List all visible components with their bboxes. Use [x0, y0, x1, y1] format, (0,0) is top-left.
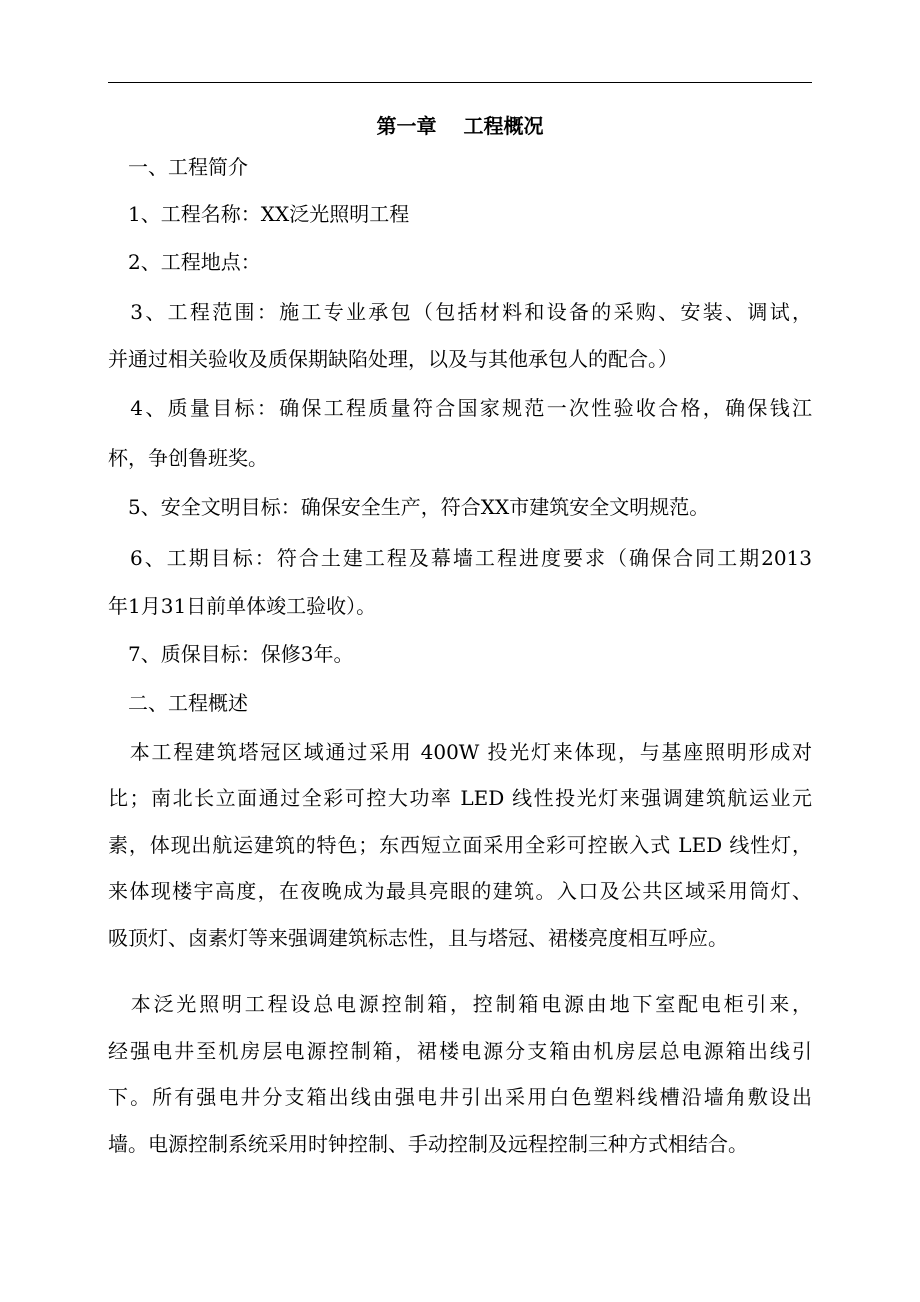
item-safety: 5、安全文明目标：确保安全生产，符合XX市建筑安全文明规范。 — [108, 495, 710, 519]
overview-paragraph-2-line-2: 经强电井至机房层电源控制箱，裙楼电源分支箱由机房层总电源箱出线引 — [108, 1039, 812, 1063]
overview-paragraph-2-line-1: 本泛光照明工程设总电源控制箱，控制箱电源由地下室配电柜引来， — [108, 992, 812, 1016]
overview-paragraph-1-line-2: 比；南北长立面通过全彩可控大功率 LED 线性投光灯来强调建筑航运业元 — [108, 786, 812, 810]
item-project-name: 1、工程名称：XX泛光照明工程 — [108, 202, 410, 226]
item-schedule-line-1: 6、工期目标：符合土建工程及幕墙工程进度要求（确保合同工期2013 — [108, 546, 812, 570]
overview-paragraph-1-line-4: 来体现楼宇高度，在夜晚成为最具亮眼的建筑。入口及公共区域采用筒灯、 — [108, 879, 812, 903]
overview-paragraph-2-line-4: 墙。电源控制系统采用时钟控制、手动控制及远程控制三种方式相结合。 — [108, 1132, 748, 1156]
item-project-location: 2、工程地点： — [108, 250, 261, 274]
item-warranty: 7、质保目标：保修3年。 — [108, 642, 354, 666]
section-heading-overview: 二、工程概述 — [108, 691, 248, 715]
overview-paragraph-1-line-1: 本工程建筑塔冠区域通过采用 400W 投光灯来体现，与基座照明形成对 — [108, 740, 812, 764]
item-quality-line-2: 杯，争创鲁班奖。 — [108, 446, 268, 470]
header-rule — [108, 82, 812, 83]
item-scope-line-2: 并通过相关验收及质保期缺陷处理，以及与其他承包人的配合。） — [108, 347, 678, 371]
item-quality-line-1: 4、质量目标：确保工程质量符合国家规范一次性验收合格，确保钱江 — [108, 396, 812, 420]
chapter-title: 第一章 工程概况 — [376, 114, 544, 138]
overview-paragraph-1-line-5: 吸顶灯、卤素灯等来强调建筑标志性，且与塔冠、裙楼亮度相互呼应。 — [108, 926, 728, 950]
section-heading-intro: 一、工程简介 — [108, 155, 248, 179]
overview-paragraph-2-line-3: 下。所有强电井分支箱出线由强电井引出采用白色塑料线槽沿墙角敷设出 — [108, 1085, 812, 1109]
item-schedule-line-2: 年1月31日前单体竣工验收）。 — [108, 594, 377, 618]
overview-paragraph-1-line-3: 素，体现出航运建筑的特色；东西短立面采用全彩可控嵌入式 LED 线性灯， — [108, 833, 812, 857]
item-scope-line-1: 3、工程范围：施工专业承包（包括材料和设备的采购、安装、调试， — [108, 300, 812, 324]
